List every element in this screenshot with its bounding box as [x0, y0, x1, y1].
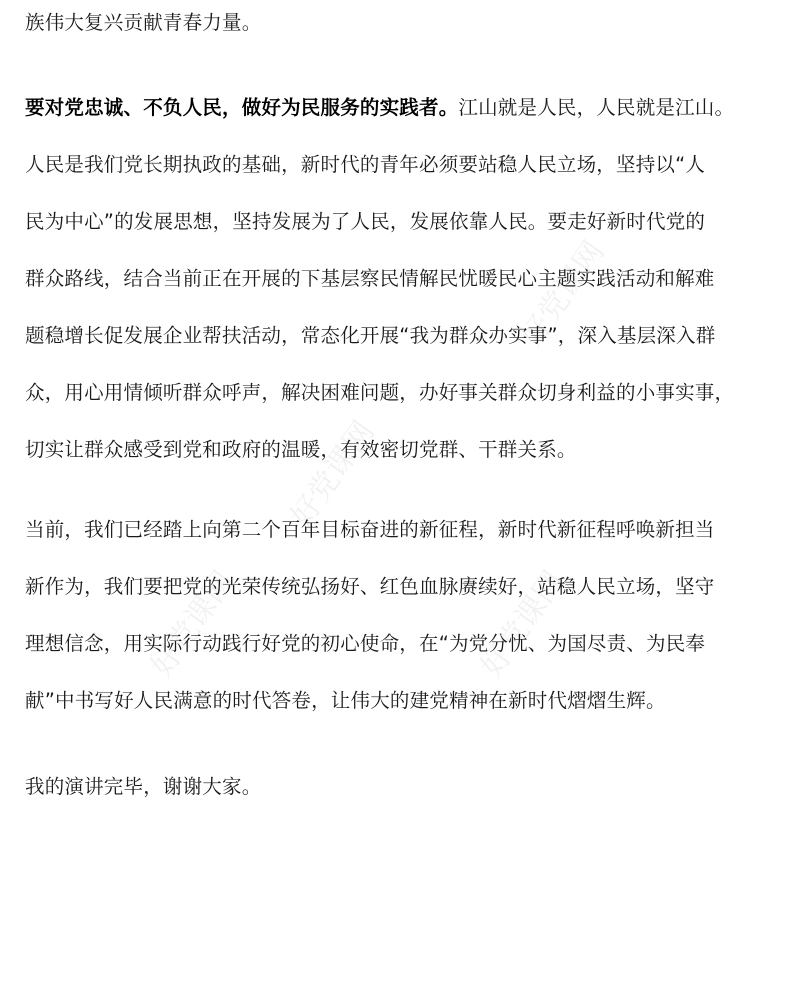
paragraph-lead-line [25, 94, 785, 122]
watermark: 好党课网 [144, 564, 242, 684]
paragraph-line: 我的演讲完毕，谢谢大家。 [25, 775, 262, 798]
paragraph-line: 当前，我们已经踏上向第二个百年目标奋进的新征程，新时代新征程呼唤新担当 [25, 518, 715, 541]
watermark: 好党课网 [284, 414, 382, 534]
paragraph-heading: 要对党忠诚、不负人民，做好为民服务的实践者。 [25, 96, 459, 119]
paragraph-line: 切实让群众感受到党和政府的温暖，有效密切党群、干群关系。 [25, 438, 577, 461]
watermark: 好党课网 [514, 234, 612, 354]
paragraph-line: 新作为，我们要把党的光荣传统弘扬好、红色血脉赓续好，站稳人民立场，坚守 [25, 575, 715, 598]
watermark: 好党课网 [474, 564, 572, 684]
paragraph-line: 献”中书写好人民满意的时代答卷，让伟大的建党精神在新时代熠熠生辉。 [25, 689, 666, 712]
paragraph-text: 江山就是人民，人民就是江山。 [458, 96, 735, 119]
paragraph-line: 理想信念，用实际行动践行好党的初心使命，在“为党分忧、为国尽责、为民奉 [25, 632, 706, 655]
paragraph-line: 众，用心用情倾听群众呼声，解决困难问题，办好事关群众切身利益的小事实事， [25, 381, 735, 404]
paragraph-line: 族伟大复兴贡献青春力量。 [25, 11, 262, 34]
paragraph-line: 民为中心”的发展思想，坚持发展为了人民，发展依靠人民。要走好新时代党的 [25, 210, 706, 233]
paragraph-line: 人民是我们党长期执政的基础，新时代的青年必须要站稳人民立场，坚持以“人 [25, 153, 706, 176]
paragraph-line: 题稳增长促发展企业帮扶活动，常态化开展“我为群众办实事”，深入基层深入群 [25, 324, 716, 347]
paragraph-line: 群众路线，结合当前正在开展的下基层察民情解民忧暖民心主题实践活动和解难 [25, 267, 715, 290]
